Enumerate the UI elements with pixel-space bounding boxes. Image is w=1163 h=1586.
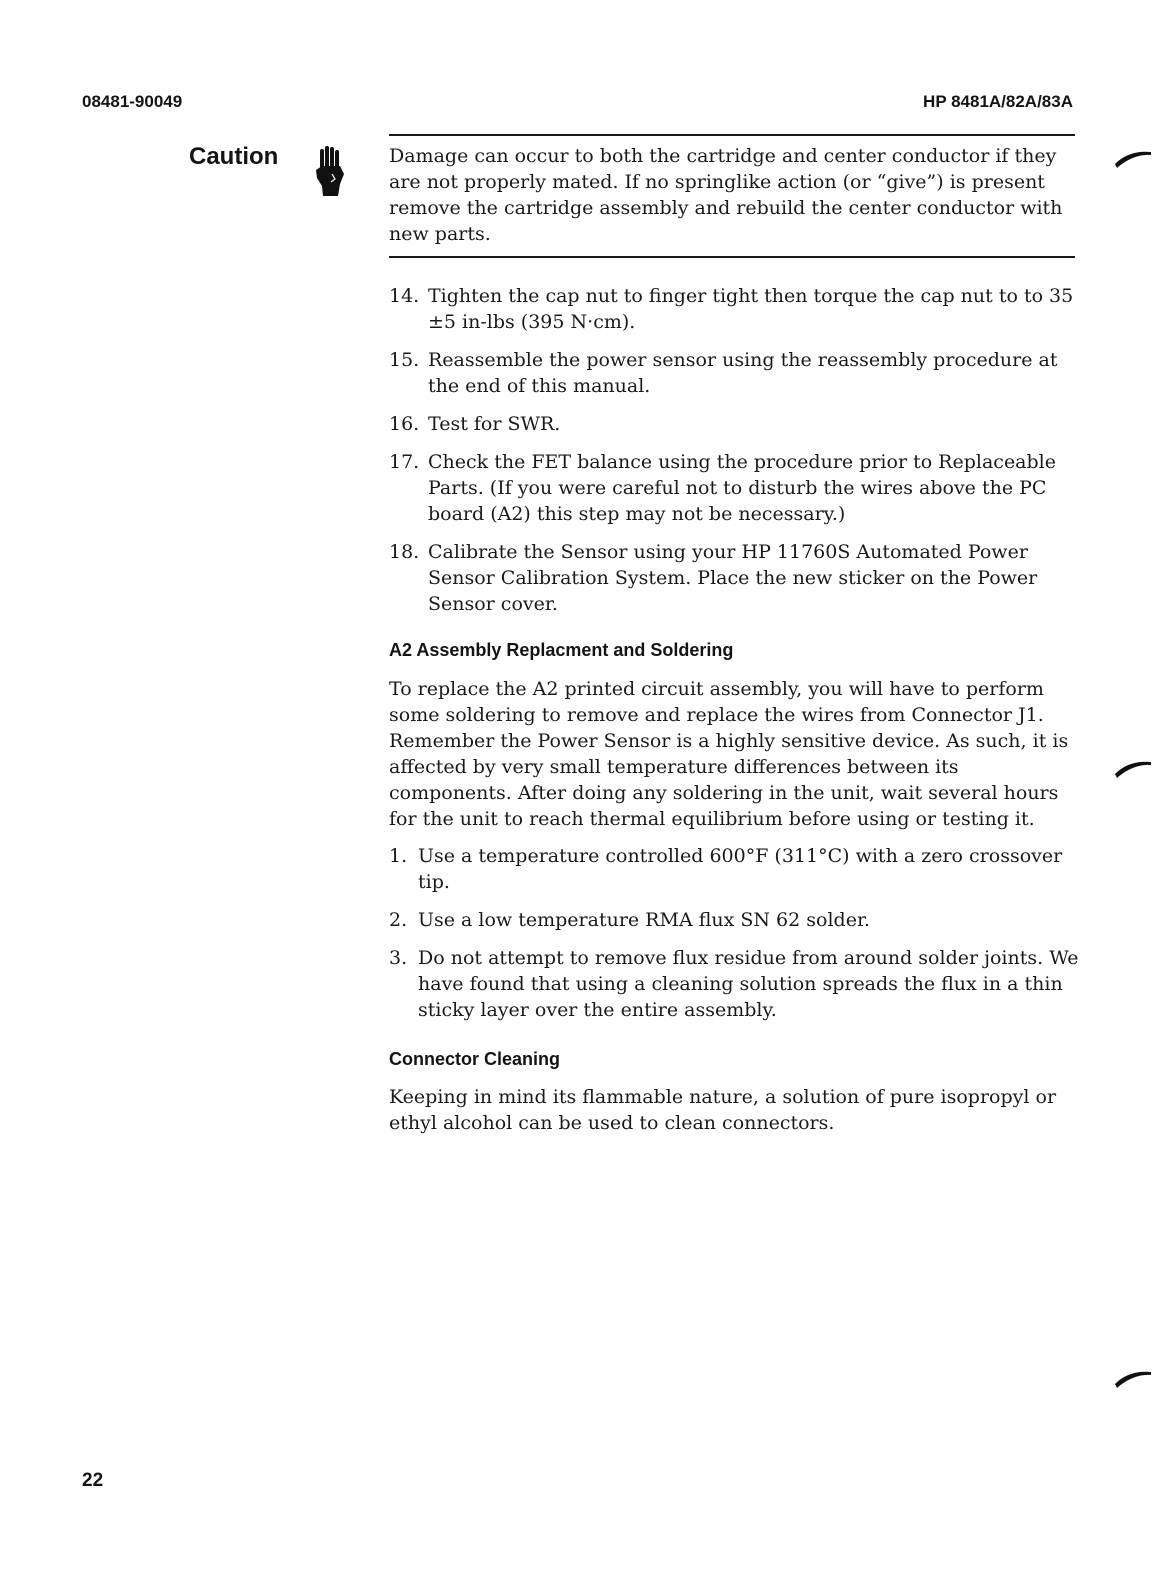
caution-text: Damage can occur to both the cartridge and center conductor if they are not properly mated. If no springlike action (or “give”) is present remove the cartridge assembly and rebuild the center conductor with new parts.: [389, 145, 1063, 245]
section-heading-a2-assembly: A2 Assembly Replacment and Soldering: [389, 640, 734, 660]
step-text: Calibrate the Sensor using your HP 11760S Automated Power Sensor Calibration System. Place the new sticker on the Power Sensor cover.: [428, 541, 1038, 615]
step-text: Use a low temperature RMA flux SN 62 solder.: [418, 909, 870, 931]
step-number: 18.: [389, 541, 420, 563]
section-heading-connector-cleaning: Connector Cleaning: [389, 1049, 561, 1069]
page-number: 22: [82, 1470, 104, 1491]
step-text: Check the FET balance using the procedure prior to Replaceable Parts. (If you were careful not to disturb the wires above the PC board (A2) this step may not be necessary.): [428, 451, 1056, 525]
step-text: Tighten the cap nut to finger tight then torque the cap nut to to 35 ±5 in-lbs (395 N·cm).: [428, 285, 1074, 333]
step-text: Do not attempt to remove flux residue from around solder joints. We have found that using a cleaning solution spreads the flux in a thin sticky layer over the entire assembly.: [418, 947, 1079, 1021]
step-number: 14.: [389, 285, 420, 307]
a2-intro-paragraph: To replace the A2 printed circuit assembly, you will have to perform some soldering to remove and replace the wires from Connector J1. Remember the Power Sensor is a highly sensitive device. As such, it is affected by very small temperature differences between its components. After doing any soldering in the unit, wait several hours for the unit to reach thermal equilibrium before using or testing it.: [389, 678, 1069, 830]
step-number: 2.: [389, 909, 408, 931]
step-text: Test for SWR.: [428, 413, 561, 435]
binder-tab-mark-icon: [1113, 1366, 1153, 1396]
procedure-step-17: [389, 449, 1079, 527]
document-number: 08481-90049: [82, 92, 183, 111]
procedure-step-14: [389, 283, 1079, 335]
soldering-step-2: [389, 907, 1079, 933]
step-text: Use a temperature controlled 600°F (311°C) with a zero crossover tip.: [418, 845, 1063, 893]
model-number: HP 8481A/82A/83A: [923, 92, 1073, 111]
binder-tab-mark-icon: [1113, 146, 1153, 176]
step-number: 15.: [389, 349, 420, 371]
procedure-step-18: [389, 539, 1079, 617]
caution-label: Caution: [189, 143, 279, 170]
cleaning-paragraph: Keeping in mind its flammable nature, a solution of pure isopropyl or ethyl alcohol can be used to clean connectors.: [389, 1086, 1057, 1134]
soldering-steps: [389, 843, 1079, 1035]
procedure-steps: [389, 283, 1079, 629]
step-number: 16.: [389, 413, 420, 435]
step-text: Reassemble the power sensor using the reassembly procedure at the end of this manual.: [428, 349, 1058, 397]
caution-bottom-rule: [389, 256, 1075, 258]
step-number: 1.: [389, 845, 408, 867]
step-number: 3.: [389, 947, 408, 969]
soldering-step-1: [389, 843, 1079, 895]
binder-tab-mark-icon: [1113, 756, 1153, 786]
caution-top-rule: [389, 134, 1075, 136]
hand-icon: [314, 146, 346, 196]
procedure-step-15: [389, 347, 1079, 399]
step-number: 17.: [389, 451, 420, 473]
soldering-step-3: [389, 945, 1079, 1023]
procedure-step-16: [389, 411, 1079, 437]
